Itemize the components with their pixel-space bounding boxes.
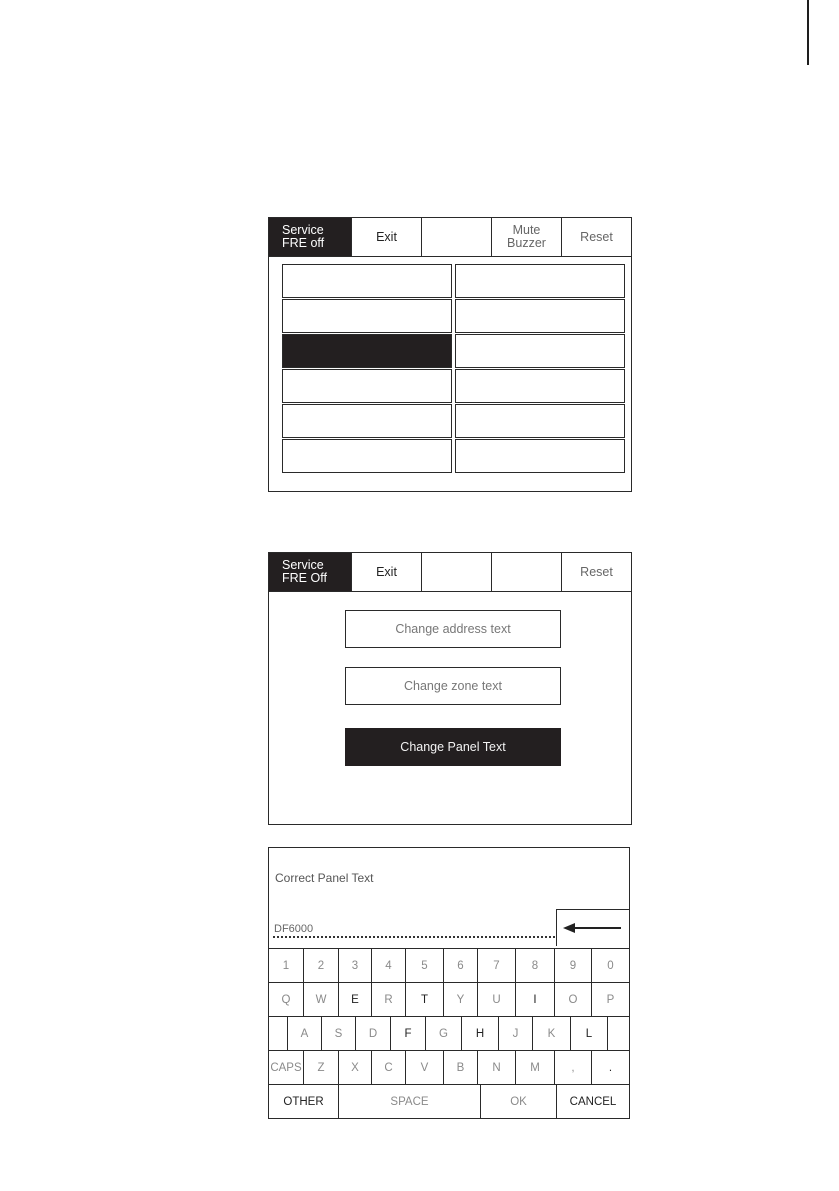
key[interactable]: 1 <box>269 949 304 982</box>
key[interactable]: 2 <box>304 949 339 982</box>
menu-cell-selected[interactable] <box>282 334 452 368</box>
menu-cell[interactable] <box>282 264 452 298</box>
key[interactable]: 0 <box>607 959 614 972</box>
key[interactable]: 5 <box>406 949 444 982</box>
reset-button[interactable]: Reset <box>580 564 613 579</box>
key[interactable]: , <box>555 1051 592 1084</box>
blank-button[interactable] <box>492 553 562 591</box>
key[interactable]: U <box>478 983 516 1016</box>
service-fre-button[interactable]: Service FRE Off <box>269 553 352 591</box>
key[interactable]: 6 <box>444 949 478 982</box>
key[interactable]: E <box>339 983 372 1016</box>
space-button[interactable]: SPACE <box>339 1085 481 1118</box>
key[interactable]: G <box>426 1017 462 1050</box>
top-bar <box>269 218 631 257</box>
key[interactable]: Z <box>304 1051 339 1084</box>
key-row-zxcv <box>269 1050 629 1084</box>
change-zone-text-button[interactable]: Change zone text <box>345 667 561 705</box>
top-bar <box>269 553 631 592</box>
other-button[interactable]: OTHER <box>269 1085 339 1118</box>
key[interactable]: 9 <box>555 949 592 982</box>
key[interactable]: B <box>444 1051 478 1084</box>
key-row-numbers <box>269 948 629 982</box>
key[interactable]: K <box>533 1017 571 1050</box>
blank-button[interactable] <box>422 553 492 591</box>
key[interactable]: 3 <box>339 949 372 982</box>
change-address-text-button[interactable]: Change address text <box>345 610 561 648</box>
entry-underline <box>273 936 555 938</box>
reset-button[interactable]: Reset <box>580 229 613 244</box>
service-screen-2 <box>268 552 632 825</box>
menu-cell[interactable] <box>455 299 625 333</box>
menu-cell[interactable] <box>455 404 625 438</box>
menu-cell[interactable] <box>282 439 452 473</box>
menu-cell[interactable] <box>455 264 625 298</box>
key[interactable]: A <box>288 1017 322 1050</box>
key[interactable]: L <box>571 1017 608 1050</box>
key[interactable]: F <box>391 1017 426 1050</box>
key[interactable]: Q <box>269 983 304 1016</box>
exit-button[interactable]: Exit <box>352 218 422 256</box>
cut-line <box>807 0 809 65</box>
key-row-actions <box>269 1084 629 1118</box>
key-spacer <box>608 1017 629 1050</box>
key-spacer <box>269 1017 288 1050</box>
key[interactable]: V <box>406 1051 444 1084</box>
menu-cell[interactable] <box>455 439 625 473</box>
key[interactable]: I <box>516 983 555 1016</box>
key[interactable]: 4 <box>372 949 406 982</box>
backspace-button[interactable] <box>556 909 629 946</box>
key[interactable]: W <box>304 983 339 1016</box>
key[interactable]: S <box>322 1017 356 1050</box>
key[interactable]: O <box>555 983 592 1016</box>
service-screen-1 <box>268 217 632 492</box>
prompt-label: Correct Panel Text <box>275 871 374 885</box>
key[interactable]: N <box>478 1051 516 1084</box>
key[interactable]: X <box>339 1051 372 1084</box>
cancel-button[interactable]: CANCEL <box>569 1095 617 1108</box>
key[interactable]: J <box>499 1017 533 1050</box>
key-row-asdf <box>269 1016 629 1050</box>
key[interactable]: Y <box>444 983 478 1016</box>
ok-button[interactable]: OK <box>481 1085 557 1118</box>
key-row-qwerty <box>269 982 629 1016</box>
blank-button[interactable] <box>422 218 492 256</box>
key[interactable]: H <box>462 1017 499 1050</box>
service-fre-button[interactable]: Service FRE off <box>269 218 352 256</box>
menu-cell[interactable] <box>282 404 452 438</box>
caps-key[interactable]: CAPS <box>269 1051 304 1084</box>
key[interactable]: . <box>608 1061 613 1074</box>
key[interactable]: 8 <box>516 949 555 982</box>
keyboard-screen <box>268 847 630 1119</box>
key[interactable]: T <box>406 983 444 1016</box>
key[interactable]: R <box>372 983 406 1016</box>
key[interactable]: P <box>606 993 615 1006</box>
menu-grid <box>282 264 625 473</box>
text-entry-field[interactable]: DF6000 <box>274 923 314 935</box>
key[interactable]: D <box>356 1017 391 1050</box>
menu-cell[interactable] <box>282 369 452 403</box>
left-arrow-icon <box>563 921 623 935</box>
change-panel-text-button[interactable]: Change Panel Text <box>345 728 561 766</box>
key[interactable]: M <box>516 1051 555 1084</box>
key[interactable]: C <box>372 1051 406 1084</box>
key[interactable]: 7 <box>478 949 516 982</box>
menu-cell[interactable] <box>455 334 625 368</box>
exit-button[interactable]: Exit <box>352 553 422 591</box>
mute-buzzer-button[interactable]: Mute Buzzer <box>492 218 562 256</box>
menu-cell[interactable] <box>282 299 452 333</box>
menu-cell[interactable] <box>455 369 625 403</box>
